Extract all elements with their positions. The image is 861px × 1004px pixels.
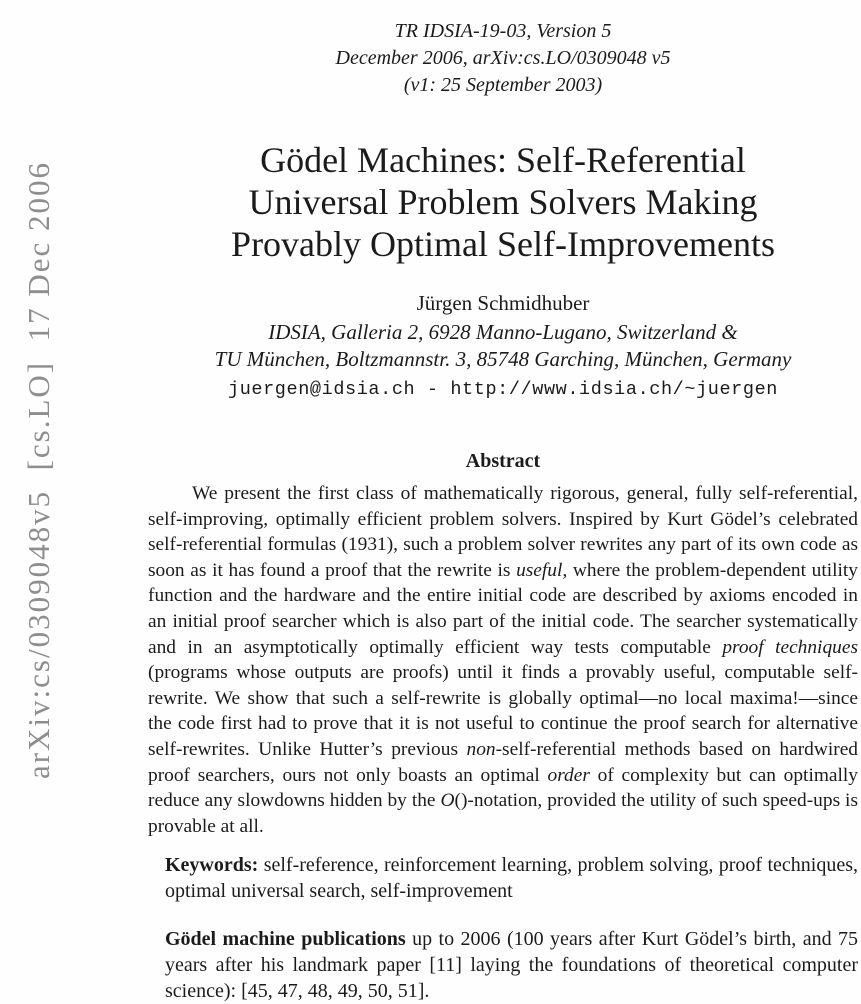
report-header-line: TR IDSIA-19-03, Version 5 [394, 20, 612, 42]
paper-title-line: Gödel Machines: Self-Referential [260, 140, 746, 180]
report-header-line: December 2006, arXiv:cs.LO/0309048 v5 [335, 47, 671, 69]
report-header-line: (v1: 25 September 2003) [403, 74, 603, 96]
keywords-paragraph: Keywords: self-reference, reinforcement learning, problem solving, proof techniques, optimal universal search, self-improvement [165, 854, 858, 903]
abstract-text: We present the first class of mathematically rigorous, general, fully self-referential, self-improving, optimally efficient problem solvers. Inspired by Kurt Gödel’s celebrated self-referential formulas (1931), such a problem solver rewrites any part of its own code as soon as it has found a proof that the rewrite is useful, where the problem-dependent utility function and the hardware and the entire initial code are described by axioms encoded in an initial proof searcher which is also part of the initial code. The searcher systematically and in an asymptotically optimally efficient way tests computable proof techniques (programs whose outputs are proofs) until it finds a provably useful, computable self-rewrite. We show that such a self-rewrite is globally optimal—no local maxima!—since the code first had to prove that it is not useful to continue the proof search for alternative self-rewrites. Unlike Hutter’s previous non-self-referential methods based on hardwired proof searchers, ours not only boasts an optimal order of complexity but can optimally reduce any slowdowns hidden by the O()-notation, provided the utility of such speed-ups is provable at all. [148, 483, 859, 837]
paper-title [148, 139, 858, 265]
publications-paragraph: Gödel machine publications up to 2006 (100 years after Kurt Gödel’s birth, and 75 years after his landmark paper [11] laying the foundations of theoretical computer science): [45, 47, 48, 49, 50, 51]. [165, 928, 859, 1003]
author-contact: juergen@idsia.ch - http://www.idsia.ch/~juergen [228, 379, 778, 400]
report-header [148, 18, 858, 99]
arxiv-watermark: arXiv:cs/0309048v5 [cs.LO] 17 Dec 2006 [21, 160, 56, 780]
affiliation-line: IDSIA, Galleria 2, 6928 Manno-Lugano, Switzerland & [268, 320, 738, 344]
paper-title-line: Universal Problem Solvers Making [248, 182, 758, 222]
paper-title-line: Provably Optimal Self-Improvements [231, 224, 775, 264]
abstract-heading: Abstract [465, 450, 541, 472]
author-name: Jürgen Schmidhuber [416, 291, 590, 315]
paper-column [148, 0, 858, 1004]
affiliation-line: TU München, Boltzmannstr. 3, 85748 Garching, München, Germany [214, 347, 792, 371]
author-affiliation [148, 319, 858, 373]
